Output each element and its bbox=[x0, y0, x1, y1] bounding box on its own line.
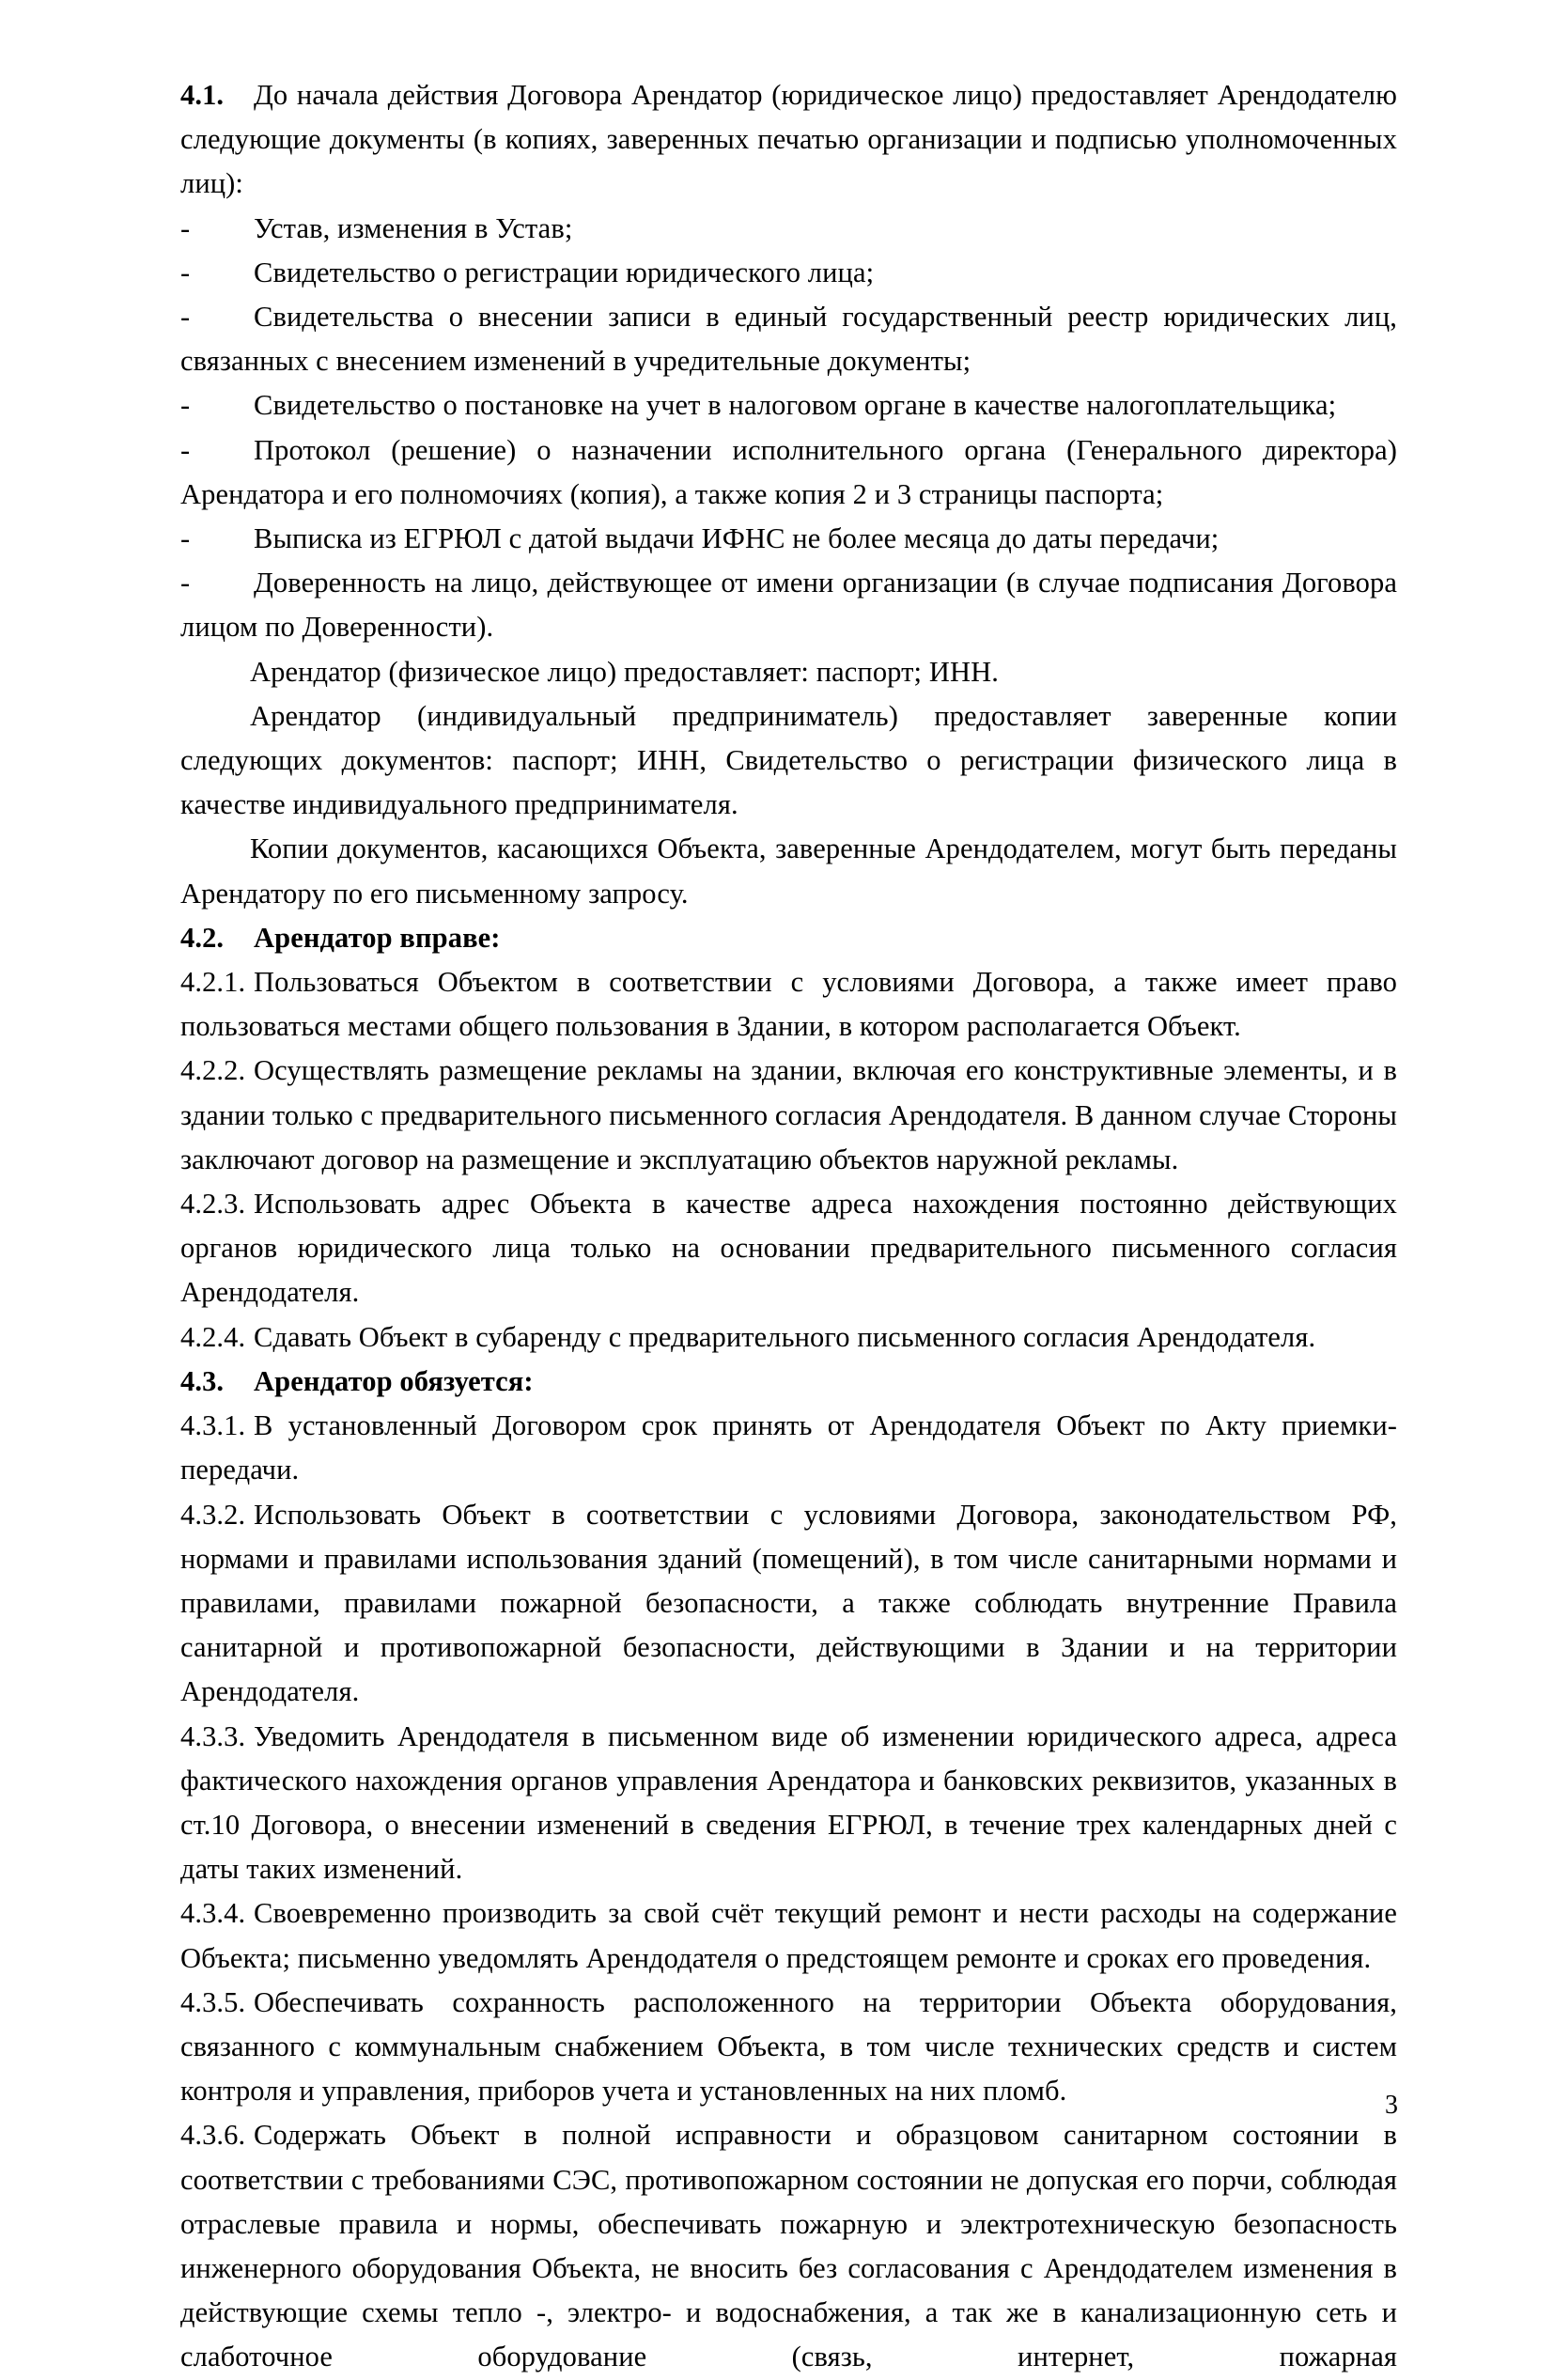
paragraph-4-1 bbox=[180, 73, 1397, 207]
page-number: 3 bbox=[1385, 2091, 1398, 2120]
paragraph-document-copies bbox=[180, 827, 1397, 915]
list-item-registration-certificate bbox=[180, 251, 1397, 295]
list-item-egrul-extract bbox=[180, 517, 1397, 561]
list-item-text: Выписка из ЕГРЮЛ с датой выдачи ИФНС не более месяца до даты передачи; bbox=[254, 522, 1220, 555]
list-item-text: Свидетельство о постановке на учет в налоговом органе в качестве налогоплательщика; bbox=[254, 389, 1337, 422]
list-item-power-of-attorney bbox=[180, 561, 1397, 649]
paragraph-text-4-3-2: Использовать Объект в соответствии с условиями Договора, законодательством РФ, нормами и правилами использования зданий (помещений), в том числе санитарными нормами и правилами, правилами пожарной безопасности, а также соблюдать внутренние Правила санитарной и противопожарной безопасности, действующими в Здании и на территории Арендодателя. bbox=[180, 1498, 1397, 1708]
paragraph-number-4-3-5: 4.3.5. bbox=[180, 1985, 246, 2018]
dash-marker: - bbox=[180, 301, 191, 334]
list-item-text: Устав, изменения в Устав; bbox=[254, 211, 573, 244]
paragraph-4-3-5 bbox=[180, 1981, 1397, 2114]
dash-marker: - bbox=[180, 389, 191, 422]
dash-marker: - bbox=[180, 256, 191, 288]
paragraph-text-4-2-1: Пользоваться Объектом в соответствии с условиями Договора, а также имеет право пользоваться местами общего пользования в Здании, в котором располагается Объект. bbox=[180, 966, 1397, 1043]
paragraph-number-4-1: 4.1. bbox=[180, 79, 225, 111]
paragraph-4-2-4 bbox=[180, 1315, 1397, 1360]
list-item-egrul-entry-certificates bbox=[180, 295, 1397, 383]
paragraph-text-individual: Арендатор (физическое лицо) предоставляет: паспорт; ИНН. bbox=[250, 655, 999, 688]
paragraph-4-2-3 bbox=[180, 1182, 1397, 1315]
list-item-tax-registration-certificate bbox=[180, 383, 1397, 428]
paragraph-text-copies: Копии документов, касающихся Объекта, заверенные Арендодателем, могут быть переданы Арендатору по его письменному запросу. bbox=[180, 832, 1397, 910]
heading-text-4-3: Арендатор обязуется: bbox=[254, 1364, 534, 1397]
paragraph-4-3-2 bbox=[180, 1493, 1397, 1715]
paragraph-text-4-2-4: Сдавать Объект в субаренду с предварительного письменного согласия Арендодателя. bbox=[254, 1320, 1316, 1353]
paragraph-number-4-3-1: 4.3.1. bbox=[180, 1409, 246, 1442]
paragraph-number-4-3-2: 4.3.2. bbox=[180, 1498, 246, 1531]
paragraph-text-4-3-4: Своевременно производить за свой счёт текущий ремонт и нести расходы на содержание Объекта; письменно уведомлять Арендодателя о предстоящем ремонте и сроках его проведения. bbox=[180, 1897, 1397, 1974]
paragraph-text-4-3-6: Содержать Объект в полной исправности и образцовом санитарном состоянии в соответствии с требованиями СЭС, противопожарном состоянии не допуская его порчи, соблюдая отраслевые правила и нормы, обеспечивать пожарную и электротехническую безопасность инженерного оборудования Объекта, не вносить без согласования с Арендодателем изменения в действующие схемы тепло -, электро- и водоснабжения, а так же в канализационную сеть и слаботочное оборудование (связь, интернет, пожарная bbox=[180, 2119, 1397, 2373]
list-item-text: Протокол (решение) о назначении исполнительного органа (Генерального директора) Арендатора и его полномочиях (копия), а также копия 2 и 3 страницы паспорта; bbox=[180, 433, 1397, 510]
paragraph-text-4-3-1: В установленный Договором срок принять от Арендодателя Объект по Акту приемки-передачи. bbox=[180, 1409, 1397, 1486]
heading-4-2 bbox=[180, 916, 1397, 960]
paragraph-text-4-3-5: Обеспечивать сохранность расположенного на территории Объекта оборудования, связанного с коммунальным снабжением Объекта, в том числе технических средств и систем контроля и управления, приборов учета и установленных на них пломб. bbox=[180, 1985, 1397, 2108]
paragraph-number-4-3-4: 4.3.4. bbox=[180, 1897, 246, 1930]
paragraph-4-2-1 bbox=[180, 960, 1397, 1049]
paragraph-number-4-3-3: 4.3.3. bbox=[180, 1719, 246, 1752]
paragraph-4-3-4 bbox=[180, 1891, 1397, 1980]
paragraph-4-3-6 bbox=[180, 2113, 1397, 2379]
paragraph-number-4-2-1: 4.2.1. bbox=[180, 966, 246, 999]
paragraph-number-4-2-3: 4.2.3. bbox=[180, 1188, 246, 1221]
list-item-charter bbox=[180, 207, 1397, 251]
paragraph-4-3-3 bbox=[180, 1715, 1397, 1892]
list-item-protocol-appointment bbox=[180, 428, 1397, 517]
paragraph-number-4-3-6: 4.3.6. bbox=[180, 2119, 246, 2152]
paragraph-number-4-2-4: 4.2.4. bbox=[180, 1320, 246, 1353]
page-body bbox=[180, 73, 1397, 2380]
dash-marker: - bbox=[180, 211, 191, 244]
paragraph-text-sole-proprietor: Арендатор (индивидуальный предприниматель) предоставляет заверенные копии следующих документов: паспорт; ИНН, Свидетельство о регистрации физического лица в качестве индивидуального предпринимателя. bbox=[180, 699, 1397, 821]
paragraph-sole-proprietor bbox=[180, 694, 1397, 828]
list-item-text: Свидетельства о внесении записи в единый государственный реестр юридических лиц, связанных с внесением изменений в учредительные документы; bbox=[180, 301, 1397, 378]
heading-4-3 bbox=[180, 1360, 1397, 1404]
heading-number-4-2: 4.2. bbox=[180, 921, 225, 954]
dash-marker: - bbox=[180, 567, 191, 599]
list-item-text: Свидетельство о регистрации юридического лица; bbox=[254, 256, 875, 288]
heading-text-4-2: Арендатор вправе: bbox=[254, 921, 501, 954]
dash-marker: - bbox=[180, 522, 191, 555]
list-item-text: Доверенность на лицо, действующее от имени организации (в случае подписания Договора лицом по Доверенности). bbox=[180, 567, 1397, 644]
paragraph-number-4-2-2: 4.2.2. bbox=[180, 1054, 246, 1087]
paragraph-text-4-2-2: Осуществлять размещение рекламы на здании, включая его конструктивные элементы, и в здании только с предварительного письменного согласия Арендодателя. В данном случае Стороны заключают договор на размещение и эксплуатацию объектов наружной рекламы. bbox=[180, 1054, 1397, 1175]
paragraph-text-4-3-3: Уведомить Арендодателя в письменном виде об изменении юридического адреса, адреса фактического нахождения органов управления Арендатора и банковских реквизитов, указанных в ст.10 Договора, о внесении изменений в сведения ЕГРЮЛ, в течение трех календарных дней с даты таких изменений. bbox=[180, 1719, 1397, 1886]
paragraph-individual-person bbox=[180, 650, 1397, 694]
paragraph-4-3-1 bbox=[180, 1404, 1397, 1492]
dash-marker: - bbox=[180, 433, 191, 466]
paragraph-text-4-1: До начала действия Договора Арендатор (юридическое лицо) предоставляет Арендодателю следующие документы (в копиях, заверенных печатью организации и подписью уполномоченных лиц): bbox=[180, 79, 1397, 200]
heading-number-4-3: 4.3. bbox=[180, 1364, 225, 1397]
paragraph-text-4-2-3: Использовать адрес Объекта в качестве адреса нахождения постоянно действующих органов юридического лица только на основании предварительного письменного согласия Арендодателя. bbox=[180, 1188, 1397, 1309]
paragraph-4-2-2 bbox=[180, 1049, 1397, 1182]
